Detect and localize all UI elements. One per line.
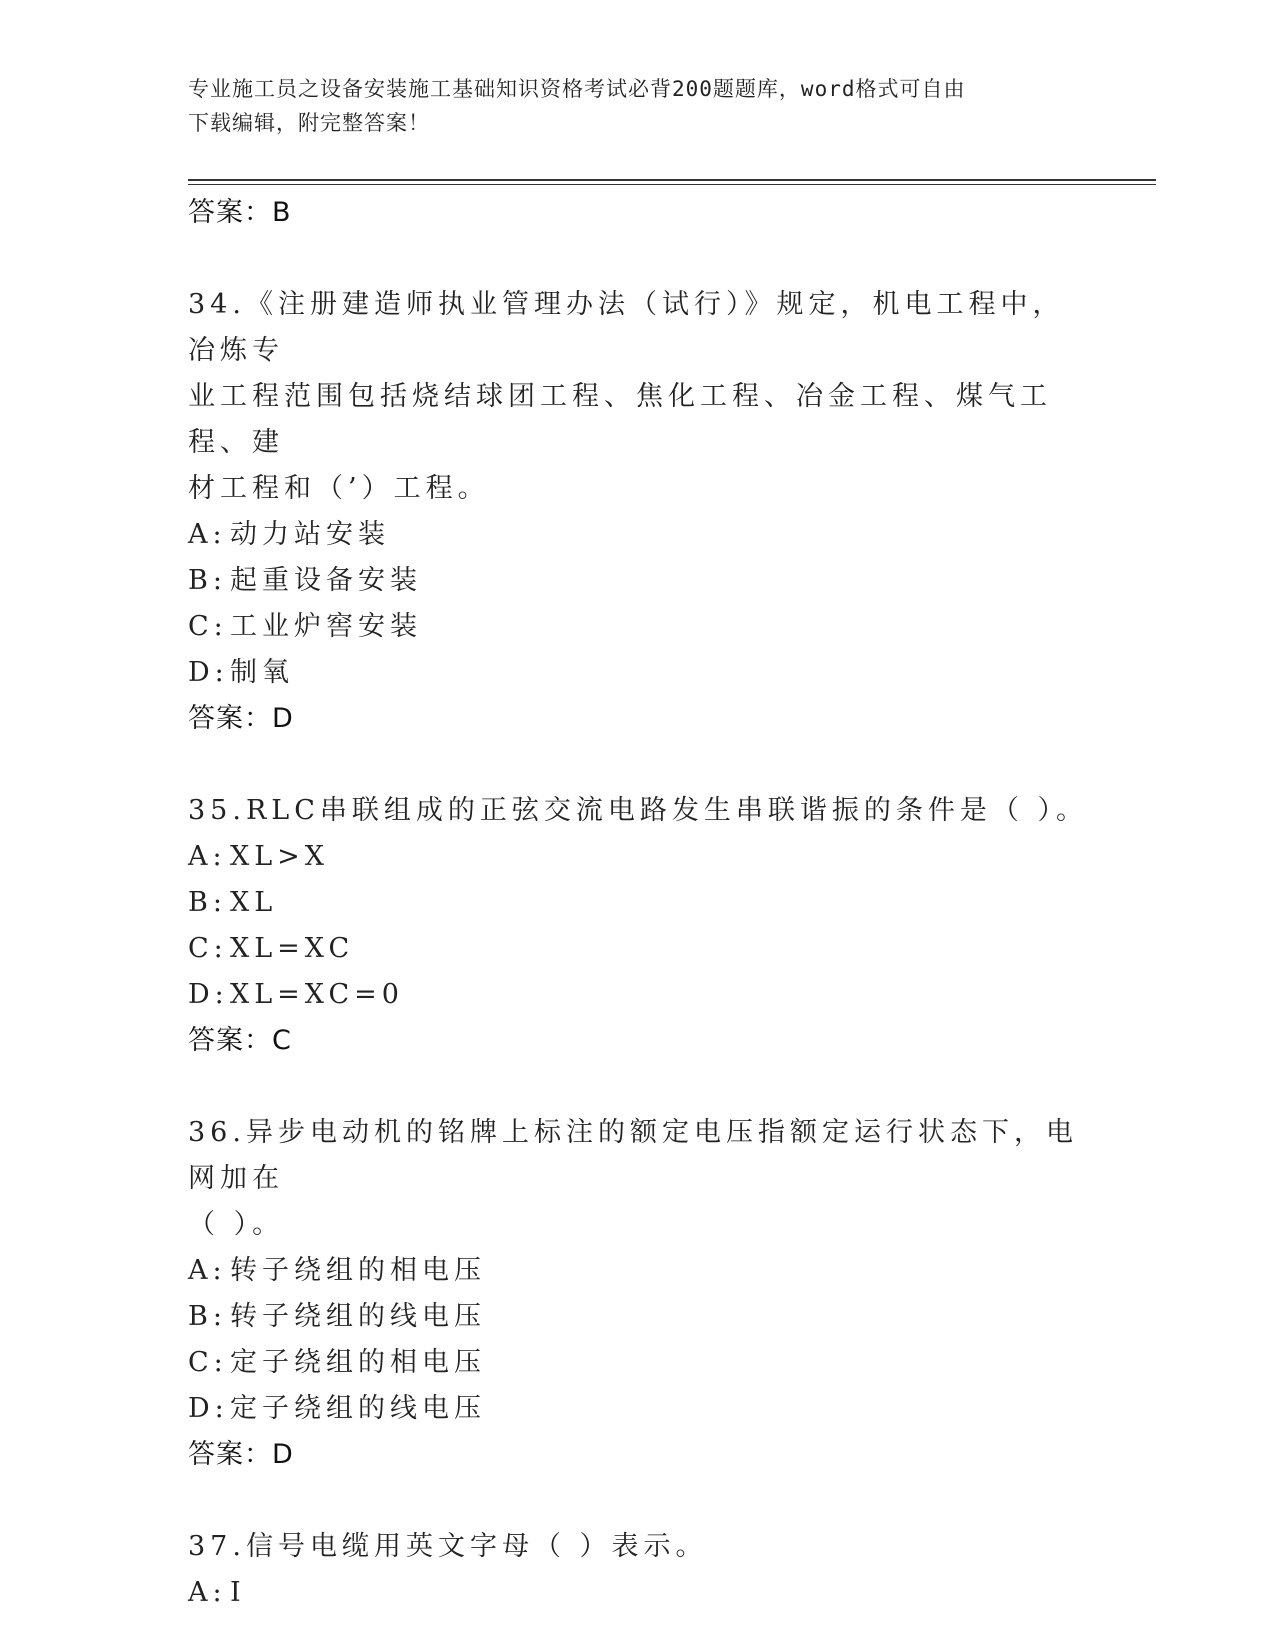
option-text: XL>X (230, 841, 329, 872)
questions-container (188, 282, 1088, 1616)
option-letter: D: (188, 1393, 229, 1424)
answer-option (188, 1570, 1088, 1616)
answer-option (188, 972, 1088, 1018)
option-text: 动力站安装 (230, 519, 390, 550)
option-letter: A: (188, 1577, 227, 1608)
answer-option (188, 558, 1088, 604)
option-text: 转子绕组的相电压 (230, 1255, 486, 1286)
option-text: XL (230, 887, 278, 918)
answer-option (188, 1386, 1088, 1432)
option-letter: C: (188, 1347, 228, 1378)
question-block (188, 282, 1088, 742)
answer-option (188, 650, 1088, 696)
correct-answer: 答案：C (188, 1025, 292, 1056)
question-stem-line: 34.《注册建造师执业管理办法（试行）》规定，机电工程中，冶炼专 (188, 289, 1065, 366)
option-letter: D: (188, 979, 229, 1010)
header-rule-thick (188, 179, 1156, 181)
option-text: 转子绕组的线电压 (230, 1301, 486, 1332)
document-header (188, 72, 1088, 140)
answer-option (188, 604, 1088, 650)
option-letter: D: (188, 657, 229, 688)
question-list (188, 190, 1088, 1616)
previous-answer: 答案：B (188, 197, 292, 228)
question-stem-line: （ ）。 (188, 1209, 285, 1240)
question-stem-line: 业工程范围包括烧结球团工程、焦化工程、冶金工程、煤气工程、建 (188, 381, 1052, 458)
question-block (188, 1110, 1088, 1478)
question-stem-line: 37.信号电缆用英文字母（ ）表示。 (188, 1531, 708, 1562)
option-text: I (230, 1577, 246, 1608)
option-text: 定子绕组的相电压 (230, 1347, 486, 1378)
option-letter: A: (188, 841, 227, 872)
question-stem-line: 材工程和（’）工程。 (188, 473, 490, 504)
correct-answer: 答案：D (188, 703, 294, 734)
header-rule-thin (188, 184, 1156, 185)
answer-option (188, 926, 1088, 972)
question-block (188, 788, 1088, 1064)
option-text: 工业炉窖安装 (230, 611, 422, 642)
option-letter: A: (188, 519, 227, 550)
answer-option (188, 834, 1088, 880)
answer-option (188, 1340, 1088, 1386)
question-stem-line: 36.异步电动机的铭牌上标注的额定电压指额定运行状态下，电网加在 (188, 1117, 1078, 1194)
option-letter: C: (188, 933, 228, 964)
option-text: 起重设备安装 (230, 565, 422, 596)
question-stem-line: 35.RLC串联组成的正弦交流电路发生串联谐振的条件是（ ）。 (188, 795, 1088, 826)
option-letter: B: (188, 565, 227, 596)
answer-option (188, 1248, 1088, 1294)
header-line-2: 下载编辑，附完整答案！ (188, 111, 430, 135)
option-letter: A: (188, 1255, 227, 1286)
header-line-1: 专业施工员之设备安装施工基础知识资格考试必背200题题库，word格式可自由 (188, 77, 966, 101)
answer-option (188, 512, 1088, 558)
question-block (188, 1524, 1088, 1616)
option-letter: B: (188, 1301, 227, 1332)
answer-option (188, 880, 1088, 926)
option-text: XL=XC=0 (230, 979, 404, 1010)
option-letter: B: (188, 887, 227, 918)
answer-option (188, 1294, 1088, 1340)
option-text: XL=XC (230, 933, 355, 964)
option-text: 定子绕组的线电压 (230, 1393, 486, 1424)
option-text: 制氧 (230, 657, 294, 688)
option-letter: C: (188, 611, 228, 642)
correct-answer: 答案：D (188, 1439, 294, 1470)
